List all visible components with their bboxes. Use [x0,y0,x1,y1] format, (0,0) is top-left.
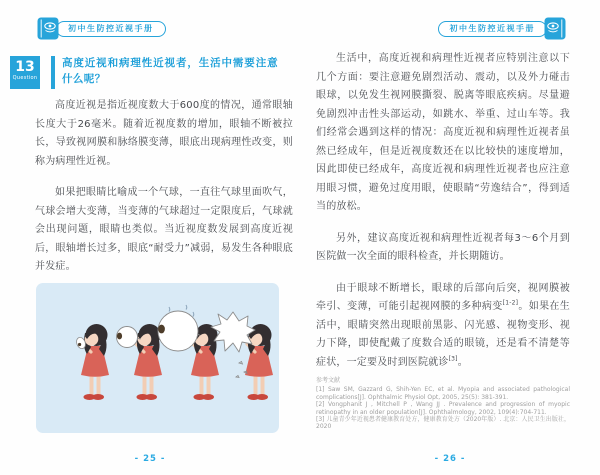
paragraph-3-text: 。 [457,356,468,368]
right-header-title: 初中生防控近视手册 [438,21,548,37]
left-paragraph-1: 高度近视是指近视度数大于600度的情况，通常眼轴长度大于26毫米。随着近视度数的增加，眼轴不断被拉长，导致视网膜和脉络膜变薄，眼底出现病理性改变，则称为病理性近视。 [35,100,293,167]
question-divider-bar [51,56,55,89]
question-number-box [10,56,40,89]
paragraph-3-text: 。如果在生活中，眼睛突然出现眼前黑影、闪光感、视物变形、视力下降，即使配戴了度数合适的眼镜，还是看不清楚等症状，一定要及时到医院就诊 [316,301,571,368]
page-right [300,0,600,475]
right-body-text [316,50,570,372]
left-header-badge [37,17,166,40]
right-page-number: - 26 - [434,454,466,464]
paragraph-3-text: 由于眼球不断增长，眼球的后部向后突，视网膜被牵引、变薄，可能引起视网膜的多种病变 [316,282,570,312]
question-number: 13 [15,59,35,75]
illustration-stage-3 [158,305,219,400]
left-header-title: 初中生防控近视手册 [56,21,166,37]
left-paragraph-2: 如果把眼睛比喻成一个气球，一直往气球里面吹气，气球会增大变薄，当变薄的气球超过一定限度后，气球就会出现问题，眼睛也类似。当近视度数发展到高度近视后，眼轴增长过多，眼底“耐受力”减弱，易发生各种眼底并发症。 [35,187,293,272]
left-body-text [35,97,293,277]
question-title: 高度近视和病理性近视者，生活中需要注意什么呢？ [62,57,278,85]
references-block [316,377,570,431]
right-paragraph-3 [316,280,570,373]
balloon-eye-illustration-svg [36,283,279,433]
question-word: Question [12,75,38,81]
citation-superscript: [3] [448,355,458,363]
question-block [10,56,278,89]
illustration-stage-2 [117,324,163,400]
citation-superscript: [1-2] [502,299,519,307]
reference-item: [1] Saw SM, Gazzard G, Shih-Yen EC, et al. Myopia and associated pathological complications[J]. Ophthalmic Physiol Opt, 2005, 25(5): 381-391. [316,386,570,401]
left-page-number: - 25 - [134,454,166,464]
right-paragraph-1: 生活中，高度近视和病理性近视者应特别注意以下几个方面：要注意避免剧烈活动、震动，以及外力碰击眼球，以免发生视网膜撕裂、脱离等眼底疾病。尽量避免剧烈冲击性头部运动，如跳水、举重、过山车等。我们经常会遇到这样的情况：高度近视和病理性近视者虽然已经成年，但是近视度数还在以比较快的速度增加，因此即使已经成年，高度近视和病理性近视者也应注意用眼习惯，避免过度用眼，使眼睛“劳逸结合”，得到适当的放松。 [316,53,570,212]
balloon-eye-illustration [36,283,279,433]
right-paragraph-2: 另外，建议高度近视和病理性近视者每3～6个月到医院做一次全面的眼科检查，并长期随访。 [316,232,570,262]
right-header-badge [438,17,567,40]
references-heading: 参考文献 [316,377,341,384]
reference-item: [2] Vongphanit J , Mitchell P , Wang JJ . Prevalence and progression of myopic retinopathy in an older population[J]. Ophthalmology, 2002, 109(4):704-711. [316,401,570,416]
reference-item: [3] 儿童青少年近视患者健康教育处方，健康教育处方（2020年版）. 北京：人民卫生出版社，2020 [316,416,570,431]
book-eye-icon [544,17,566,40]
book-eye-icon [37,17,59,40]
illustration-stage-1 [75,324,109,400]
illustration-stage-4 [211,312,273,400]
